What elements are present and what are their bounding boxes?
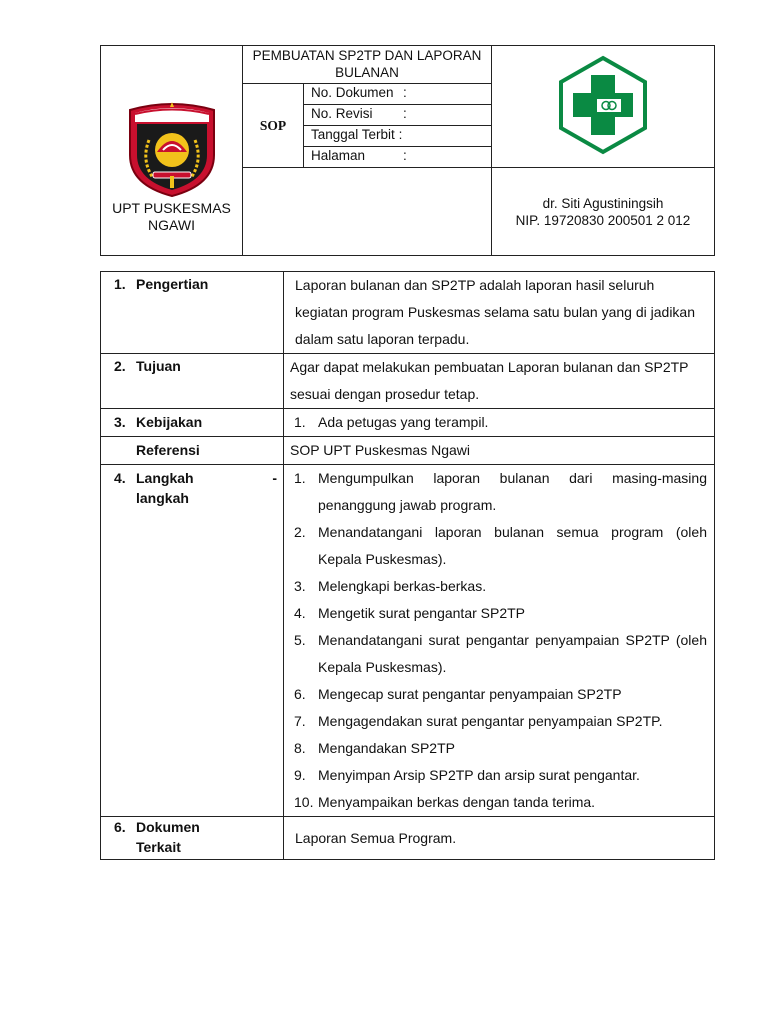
step-number: 9. [294,767,306,783]
step-item [294,708,707,735]
step-number: 7. [294,713,306,729]
label-tujuan: 2. Tujuan [101,354,284,409]
step-text: Menyimpan Arsip SP2TP dan arsip surat pengantar. [318,767,640,783]
row-referensi [101,437,715,465]
step-item [294,735,707,762]
row-kebijakan [101,409,715,437]
step-number: 6. [294,686,306,702]
step-number: 3. [294,578,306,594]
text-langkah [284,465,715,817]
step-item [294,627,707,681]
puskesmas-logo-icon [557,55,649,155]
organization-name: UPT PUSKESMAS NGAWI [112,200,231,233]
step-number: 10. [294,794,314,810]
step-text: Mengetik surat pengantar SP2TP [318,605,526,621]
step-text: Mengecap surat pengantar penyampaian SP2TP [318,686,622,702]
text-referensi: SOP UPT Puskesmas Ngawi [284,437,715,465]
meta-no-revisi: No. Revisi : [304,104,492,125]
step-text: Menandatangani laporan bulanan semua program (oleh Kepala Puskesmas). [318,524,707,567]
meta-tanggal-terbit: Tanggal Terbit : [304,125,492,146]
step-number: 5. [294,632,306,648]
text-kebijakan: 1. Ada petugas yang terampil. [284,409,715,437]
label-referensi: Referensi [101,437,284,465]
document-title: PEMBUATAN SP2TP DAN LAPORAN BULANAN [243,46,491,84]
sop-body-table [100,271,715,860]
signer-nip: NIP. 19720830 200501 2 012 [515,212,691,228]
meta-table [243,84,491,167]
step-text: Mengandakan SP2TP [318,740,455,756]
step-text: Menyampaikan berkas dengan tanda terima. [318,794,596,810]
step-item [294,681,707,708]
step-number: 8. [294,740,306,756]
signer-name: dr. Siti Agustiningsih [542,195,664,211]
puskesmas-logo-cell [492,46,715,168]
text-pengertian: Laporan bulanan dan SP2TP adalah laporan hasil seluruh kegiatan program Puskesmas selama satu bulan yang di jadikan dalam satu laporan terpadu. [284,272,715,354]
step-text: Melengkapi berkas-berkas. [318,578,487,594]
title-and-meta-cell [243,46,492,168]
step-item [294,789,707,816]
label-dokumen: 6. Dokumen Terkait [101,817,284,860]
meta-halaman: Halaman : [304,147,492,167]
step-item [294,762,707,789]
step-number: 2. [294,524,306,540]
step-number: 4. [294,605,306,621]
row-tujuan [101,354,715,409]
row-pengertian [101,272,715,354]
sop-label: SOP [243,84,304,167]
step-text: Menandatangani surat pengantar penyampaian SP2TP (oleh Kepala Puskesmas). [318,632,707,675]
signer-cell [492,168,715,256]
label-langkah: 4. Langkah - langkah [101,465,284,817]
step-item [294,600,707,627]
step-item [294,519,707,573]
regency-seal-icon [127,100,217,198]
step-text: Mengagendakan surat pengantar penyampaian SP2TP. [318,713,663,729]
steps-list [294,465,707,816]
step-item [294,573,707,600]
row-dokumen [101,817,715,860]
step-number: 1. [294,470,306,486]
step-item [294,465,707,519]
meta-no-dokumen: No. Dokumen : [304,84,492,104]
step-text: Mengumpulkan laporan bulanan dari masing-masing penanggung jawab program. [318,470,707,513]
label-pengertian: 1. Pengertian [101,272,284,354]
text-tujuan: Agar dapat melakukan pembuatan Laporan bulanan dan SP2TP sesuai dengan prosedur tetap. [284,354,715,409]
blank-cell [243,168,492,256]
text-dokumen: Laporan Semua Program. [284,817,715,860]
row-langkah [101,465,715,817]
label-kebijakan: 3. Kebijakan [101,409,284,437]
